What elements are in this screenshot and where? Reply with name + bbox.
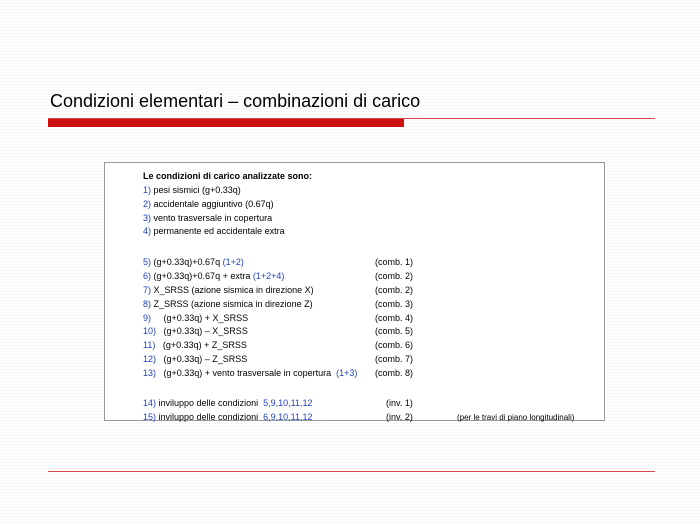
envelope-label: (inv. 1): [386, 398, 413, 408]
combination-label: (comb. 6): [375, 340, 414, 350]
combination-item: 5) (g+0.33q)+0.67q (1+2): [143, 257, 244, 267]
title-rule-thick: [48, 119, 404, 127]
slide-title: Condizioni elementari – combinazioni di carico: [50, 91, 421, 111]
envelope-label: (inv. 2): [386, 412, 413, 422]
combination-item: 8) Z_SRSS (azione sismica in direzione Z): [143, 299, 313, 309]
panel-heading: Le condizioni di carico analizzate sono:: [143, 171, 313, 181]
combination-item: 6) (g+0.33q)+0.67q + extra (1+2+4): [143, 271, 285, 281]
combination-label: (comb. 2): [375, 285, 414, 295]
envelope-item: 14) inviluppo delle condizioni 5,9,10,11,12: [143, 398, 313, 408]
combination-item: 9) (g+0.33q) + X_SRSS: [143, 313, 249, 323]
combination-item: 10) (g+0.33q) – X_SRSS: [143, 326, 248, 336]
combination-item: 12) (g+0.33q) – Z_SRSS: [143, 354, 248, 364]
combination-label: (comb. 3): [375, 299, 414, 309]
combination-label: (comb. 8): [375, 368, 414, 378]
combination-item: 7) X_SRSS (azione sismica in direzione X): [143, 285, 314, 295]
condition-item: 4) permanente ed accidentale extra: [143, 226, 285, 236]
combination-item: 13) (g+0.33q) + vento trasversale in copertura (1+3): [143, 368, 358, 378]
load-conditions-panel: [104, 162, 605, 421]
footer-rule: [48, 471, 655, 472]
combination-label: (comb. 5): [375, 326, 414, 336]
condition-item: 1) pesi sismici (g+0.33q): [143, 185, 241, 195]
condition-item: 2) accidentale aggiuntivo (0.67q): [143, 199, 274, 209]
condition-item: 3) vento trasversale in copertura: [143, 213, 273, 223]
envelope-item: 15) inviluppo delle condizioni 6,9,10,11,12: [143, 412, 313, 422]
envelope-note: (per le travi di piano longitudinali): [457, 413, 575, 422]
combination-label: (comb. 7): [375, 354, 414, 364]
combination-label: (comb. 4): [375, 313, 414, 323]
combination-label: (comb. 2): [375, 271, 414, 281]
combination-item: 11) (g+0.33q) + Z_SRSS: [143, 340, 247, 350]
combination-label: (comb. 1): [375, 257, 414, 267]
